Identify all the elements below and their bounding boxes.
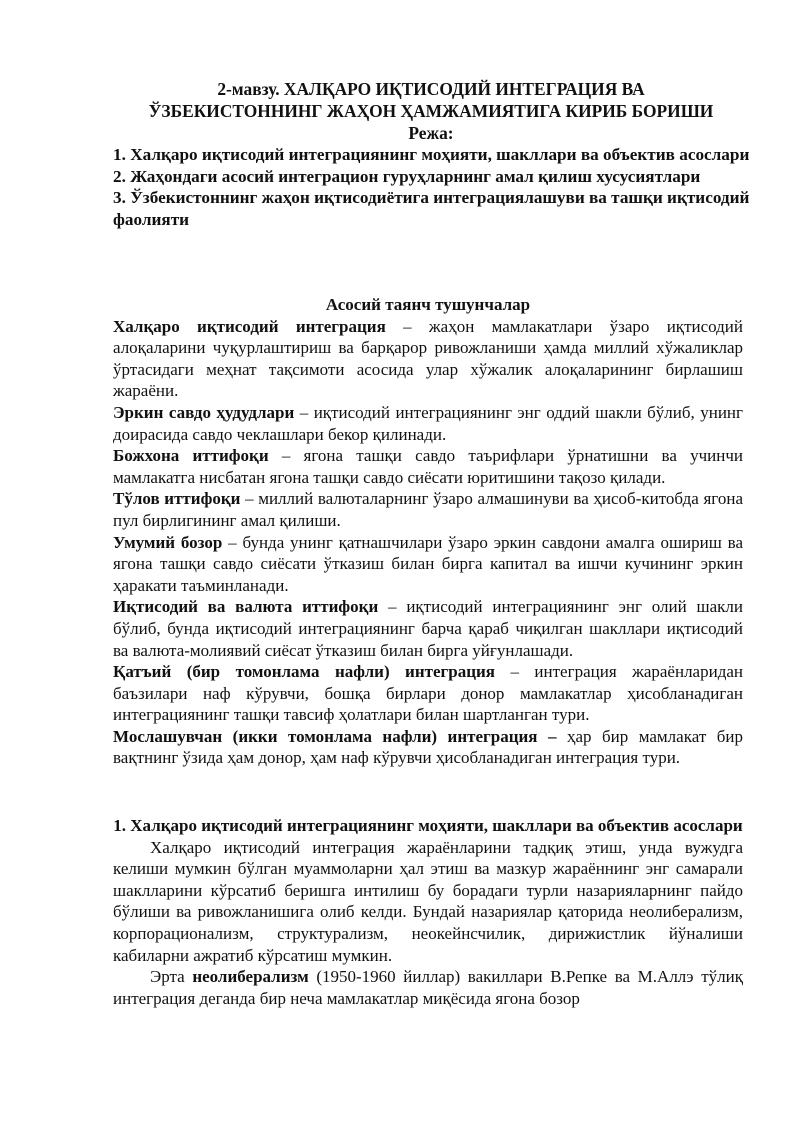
concepts-heading: Асосий таянч тушунчалар bbox=[325, 295, 531, 314]
concept-term: Иқтисодий ва валюта иттифоқи bbox=[113, 597, 379, 617]
concept-term: Эркин савдо ҳудудлари bbox=[113, 402, 295, 422]
concept-text: ҳар бир мамлакат бир вақтнинг ўзида ҳам донор, ҳам наф кўрувчи ҳисобланадиган интеграция тури. bbox=[113, 726, 743, 768]
section-1-paragraph: Халқаро иқтисодий интеграция жараёнларини тадқиқ этиш, унда вужудга келиши мумкин бўлган муаммоларни ҳал этиш ва мазкур жараённинг энг самарали шаклларини кўрсатиб беришга интилиш бу борадаги турли назарияларнинг пайдо бўлиши ва ривожланишига олиб келди. Бундай назариялар қаторида неолиберализм, корпорационализм, структурализм, неокейнсчилик, дирижистлик йўналиши кабиларни ажратиб кўрсатиш мумкин. bbox=[113, 837, 743, 965]
concept-term: Мослашувчан (икки томонлама нафли) интеграция – bbox=[113, 726, 557, 746]
concept-text: – иқтисодий интеграциянинг энг олий шакли бўлиб, бунда иқтисодий интеграциянинг барча қараб чиқилган шакллари иқтисодий ва валюта-молиявий сиёсат ўтказиш билан бирга уйғунлашади. bbox=[113, 597, 743, 660]
concept-term: Тўлов иттифоқи bbox=[113, 489, 241, 509]
concept-item bbox=[113, 488, 743, 531]
section-1-heading: 1. Халқаро иқтисодий интеграциянинг моҳияти, шакллари ва объектив асослари bbox=[113, 816, 743, 835]
plan-item: 3. Ўзбекистоннинг жаҳон иқтисодиётига интеграциялашуви ва ташқи иқтисодий фаолияти bbox=[113, 188, 750, 229]
section-1 bbox=[113, 815, 743, 1009]
concept-text: – бунда унинг қатнашчилари ўзаро эркин савдони амалга ошириш ва ягона ташқи савдо сиёсати ўтказиш билан бирга капитал ва ишчи кучининг эркин ҳаракати таъминланади. bbox=[113, 532, 743, 595]
concept-term: Халқаро иқтисодий интеграция bbox=[113, 316, 386, 336]
concept-text: – иқтисодий интеграциянинг энг оддий шакли бўлиб, унинг доирасида савдо чеклашлари бекор қилинади. bbox=[113, 402, 743, 444]
concept-item bbox=[113, 532, 743, 597]
concept-item bbox=[113, 661, 743, 726]
concept-item bbox=[113, 726, 743, 769]
title-line-1: 2-мавзу. ХАЛҚАРО ИҚТИСОДИЙ ИНТЕГРАЦИЯ ВА bbox=[217, 79, 645, 99]
title-line-2: ЎЗБЕКИСТОННИНГ ЖАҲОН ҲАМЖАМИЯТИГА КИРИБ БОРИШИ bbox=[148, 101, 714, 121]
concept-term: Қатъий (бир томонлама нафли) интеграция bbox=[113, 662, 496, 682]
document-title bbox=[113, 78, 749, 144]
paragraph-bold-term: неолиберализм bbox=[192, 967, 309, 987]
concept-item bbox=[113, 445, 743, 488]
concept-text: – миллий валюталарнинг ўзаро алмашинуви ва ҳисоб-китобда ягона пул бирлигининг амал қилиши. bbox=[113, 489, 743, 530]
plan-heading: Режа: bbox=[408, 123, 454, 143]
concept-text: – интеграция жараёнларидан баъзилари наф кўрувчи, бошқа бирлари донор мамлакатлар ҳисобланадиган интеграциянинг ташқи тавсиф ҳолатлари билан шартланган тури. bbox=[113, 662, 743, 725]
concept-text: – ягона ташқи савдо таърифлари ўрнатишни ва учинчи мамлакатга нисбатан ягона ташқи савдо сиёсати юритишини тақозо қилади. bbox=[113, 446, 743, 487]
paragraph-text: Эрта bbox=[150, 967, 193, 987]
plan-item: 2. Жаҳондаги асосий интеграцион гуруҳларнинг амал қилиш хусусиятлари bbox=[113, 166, 701, 186]
plan-item: 1. Халқаро иқтисодий интеграциянинг моҳияти, шакллари ва объектив асослари bbox=[113, 145, 750, 164]
concept-item bbox=[113, 596, 743, 661]
concept-term: Умумий бозор bbox=[113, 532, 223, 552]
concept-term: Божхона иттифоқи bbox=[113, 446, 269, 466]
concept-item bbox=[113, 316, 743, 402]
section-1-paragraph bbox=[113, 966, 743, 1009]
key-concepts bbox=[113, 294, 743, 769]
concept-item bbox=[113, 402, 743, 445]
paragraph-text: (1950-1960 йиллар) вакиллари В.Репке ва М.Аллэ тўлиқ интеграция деганда бир неча мамлакатлар миқёсида ягона бозор bbox=[113, 967, 743, 1008]
concept-text: – жаҳон мамлакатлари ўзаро иқтисодий алоқаларини чуқурлаштириш ва барқарор ривожланиши ҳамда миллий хўжаликлар ўртасидаги меҳнат тақсимоти асосида улар хўжалик алоқаларининг бирлашиш жараёни. bbox=[113, 316, 743, 401]
plan-list bbox=[113, 144, 753, 230]
